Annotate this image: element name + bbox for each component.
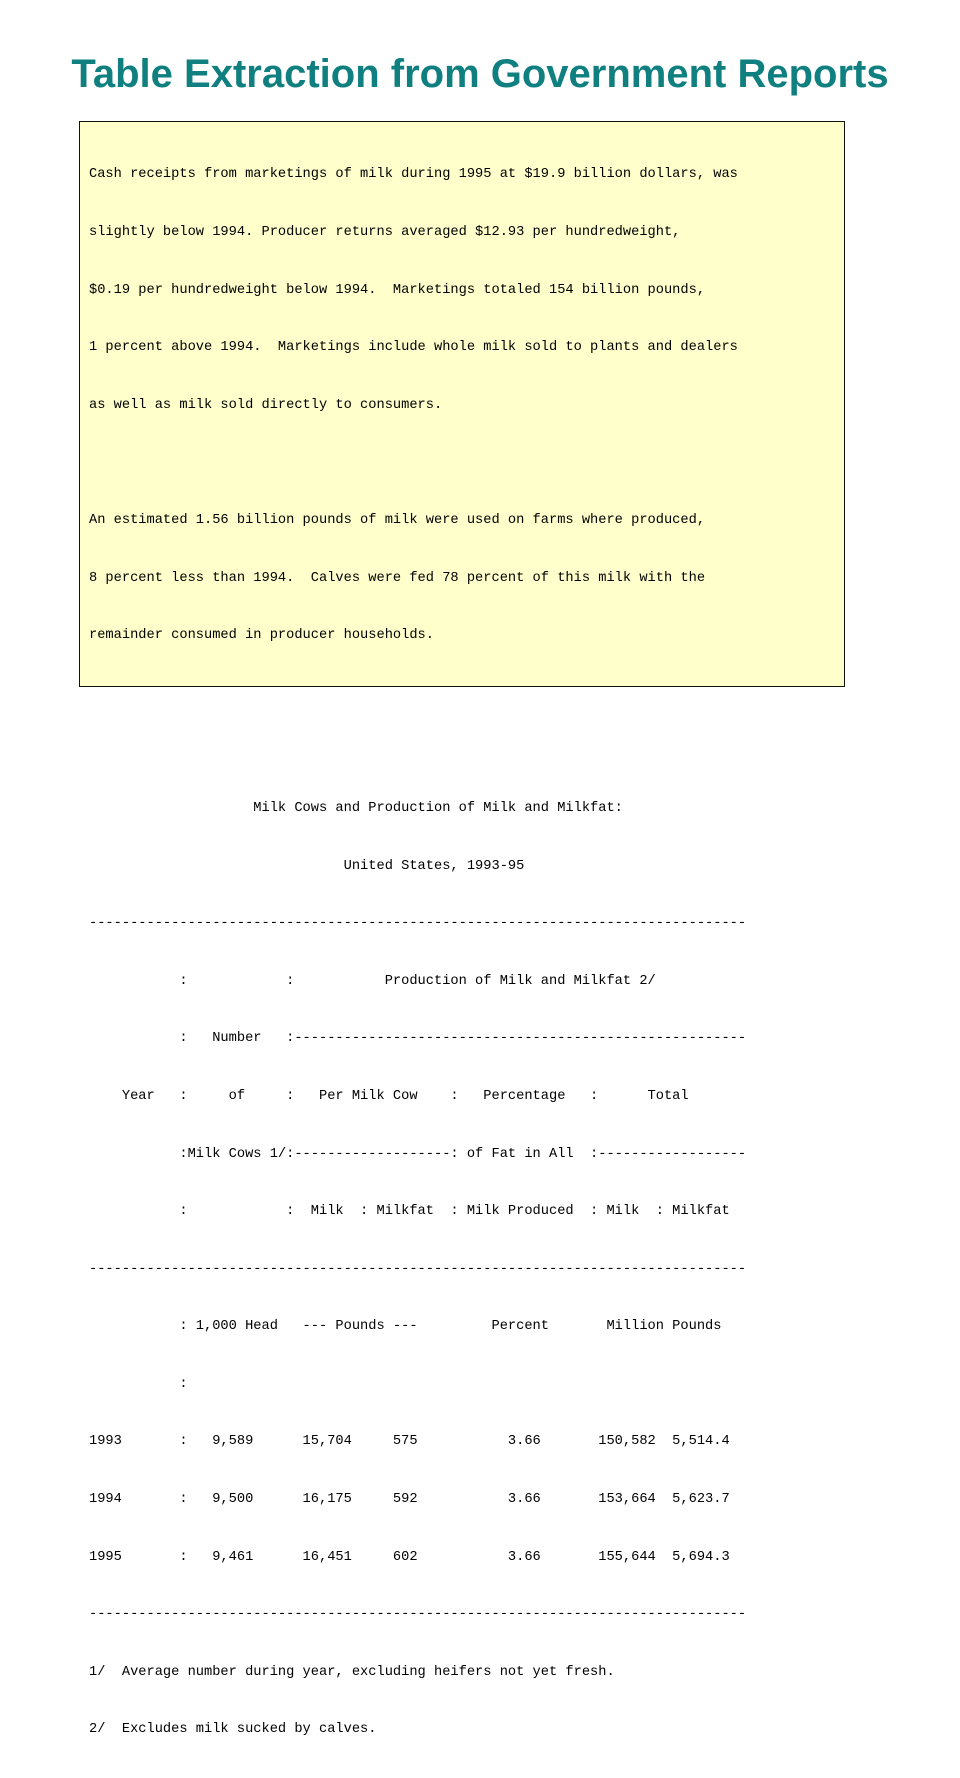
report-line: [89, 453, 746, 472]
report-line: An estimated 1.56 billion pounds of milk were used on farms where produced,: [89, 512, 706, 528]
report-line: as well as milk sold directly to consumers.: [89, 397, 443, 413]
table-row: 1995 : 9,461 16,451 602 3.66 155,644 5,694.3: [89, 1549, 730, 1565]
report-line: remainder consumed in producer households.: [89, 628, 434, 644]
table-row: 1994 : 9,500 16,175 592 3.66 153,664 5,623.7: [89, 1492, 730, 1508]
report-line: 1 percent above 1994. Marketings include whole milk sold to plants and dealers: [89, 340, 738, 356]
table-rule: --------------------------------------------------------------------------------: [89, 1607, 747, 1623]
table-header-line: :Milk Cows 1/:-------------------: of Fat in All :------------------: [89, 1146, 747, 1162]
slide-title: Table Extraction from Government Reports: [71, 52, 889, 96]
table-header-line: : Number :-------------------------------------------------------: [89, 1031, 747, 1047]
report-line: [89, 741, 746, 760]
table-spacer-line: :: [89, 1376, 188, 1392]
table-header-line: : : Production of Milk and Milkfat 2/: [89, 973, 656, 989]
report-text: [89, 127, 746, 1778]
report-text-box: [79, 121, 845, 1738]
table-header-line: : : Milk : Milkfat : Milk Produced : Milk : Milkfat: [89, 1204, 730, 1220]
report-line: [89, 684, 746, 703]
footnote: 2/ Excludes milk sucked by calves.: [89, 1722, 377, 1738]
table-units-line: : 1,000 Head --- Pounds --- Percent Million Pounds: [89, 1319, 722, 1335]
table-row: 1993 : 9,589 15,704 575 3.66 150,582 5,514.4: [89, 1434, 730, 1450]
report-line: Cash receipts from marketings of milk during 1995 at $19.9 billion dollars, was: [89, 167, 738, 183]
table-subtitle-line: United States, 1993-95: [89, 858, 525, 874]
table-header-line: Year : of : Per Milk Cow : Percentage : Total: [89, 1088, 689, 1104]
footnote: 1/ Average number during year, excluding heifers not yet fresh.: [89, 1664, 615, 1680]
report-line: $0.19 per hundredweight below 1994. Marketings totaled 154 billion pounds,: [89, 282, 706, 298]
table-title-line: Milk Cows and Production of Milk and Milkfat:: [89, 800, 623, 816]
table-rule: --------------------------------------------------------------------------------: [89, 1261, 747, 1277]
report-line: slightly below 1994. Producer returns averaged $12.93 per hundredweight,: [89, 225, 681, 240]
table-rule: --------------------------------------------------------------------------------: [89, 916, 747, 932]
report-line: 8 percent less than 1994. Calves were fed 78 percent of this milk with the: [89, 570, 706, 586]
